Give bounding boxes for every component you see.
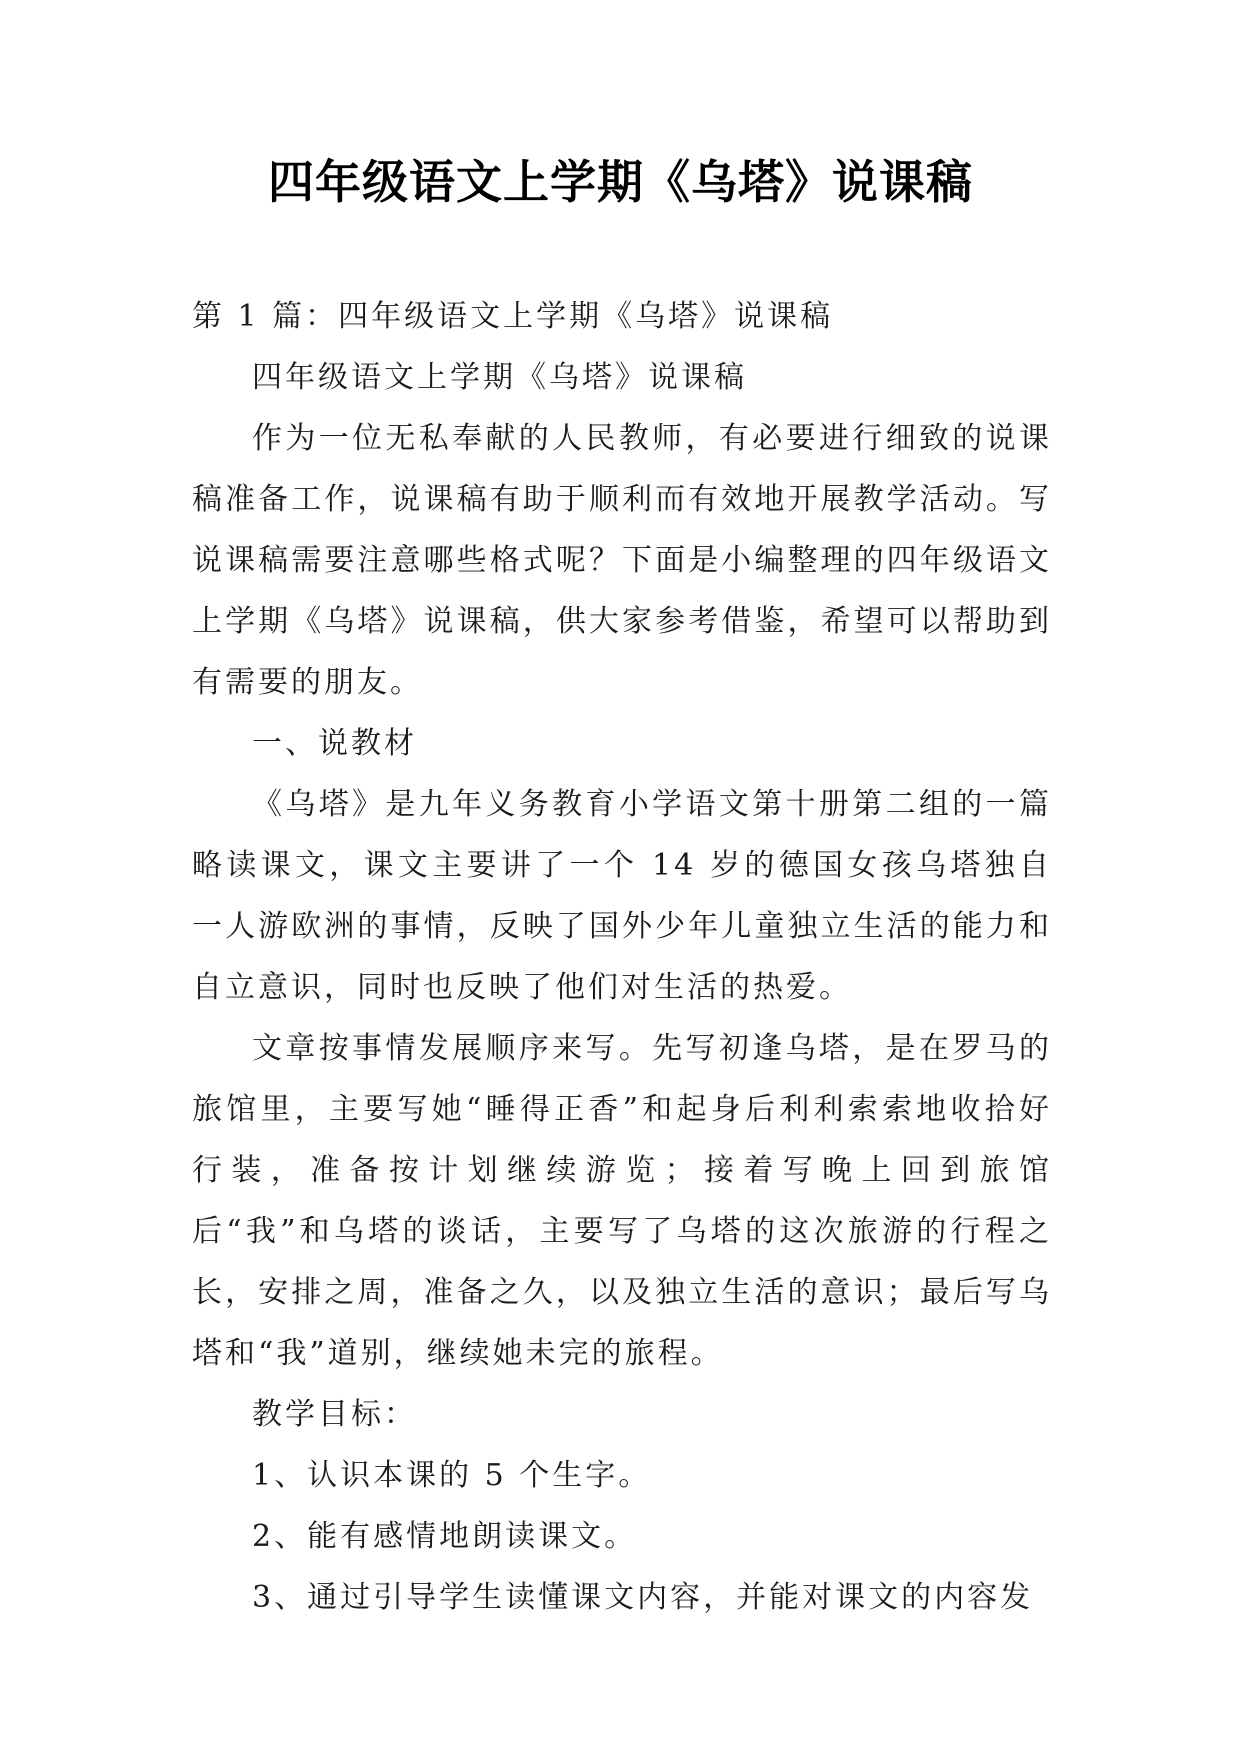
heading-textbook: 一、说教材 bbox=[252, 726, 417, 761]
textbook-paragraph: 《乌塔》是九年义务教育小学语文第十册第二组的一篇略读课文，课文主要讲了一个 14 岁的德国女孩乌塔独自一人游欧洲的事情，反映了国外少年儿童独立生活的能力和自立意识，同时也反映了他们对生活的热爱。 bbox=[192, 787, 1052, 1005]
intro-paragraph: 作为一位无私奉献的人民教师，有必要进行细致的说课稿准备工作，说课稿有助于顺利而有效地开展教学活动。写说课稿需要注意哪些格式呢？下面是小编整理的四年级语文上学期《乌塔》说课稿，供大家参考借鉴，希望可以帮助到有需要的朋友。 bbox=[192, 421, 1052, 700]
goal-item: 1、认识本课的 5 个生字。 bbox=[252, 1458, 652, 1493]
structure-paragraph: 文章按事情发展顺序来写。先写初逢乌塔，是在罗马的旅馆里，主要写她“睡得正香”和起身后利利索索地收拾好行装，准备按计划继续游览；接着写晚上回到旅馆后“我”和乌塔的谈话，主要写了乌塔的这次旅游的行程之长，安排之周，准备之久，以及独立生活的意识；最后写乌塔和“我”道别，继续她未完的旅程。 bbox=[192, 1031, 1052, 1371]
heading-goals: 教学目标： bbox=[252, 1397, 417, 1432]
document-title: 四年级语文上学期《乌塔》说课稿 bbox=[268, 155, 973, 209]
subtitle: 四年级语文上学期《乌塔》说课稿 bbox=[252, 360, 747, 395]
goal-item: 3、通过引导学生读懂课文内容，并能对课文的内容发 bbox=[252, 1580, 1034, 1615]
goal-item: 2、能有感情地朗读课文。 bbox=[252, 1519, 638, 1554]
section-heading: 第 1 篇：四年级语文上学期《乌塔》说课稿 bbox=[192, 299, 834, 334]
document-body bbox=[192, 286, 1052, 1628]
